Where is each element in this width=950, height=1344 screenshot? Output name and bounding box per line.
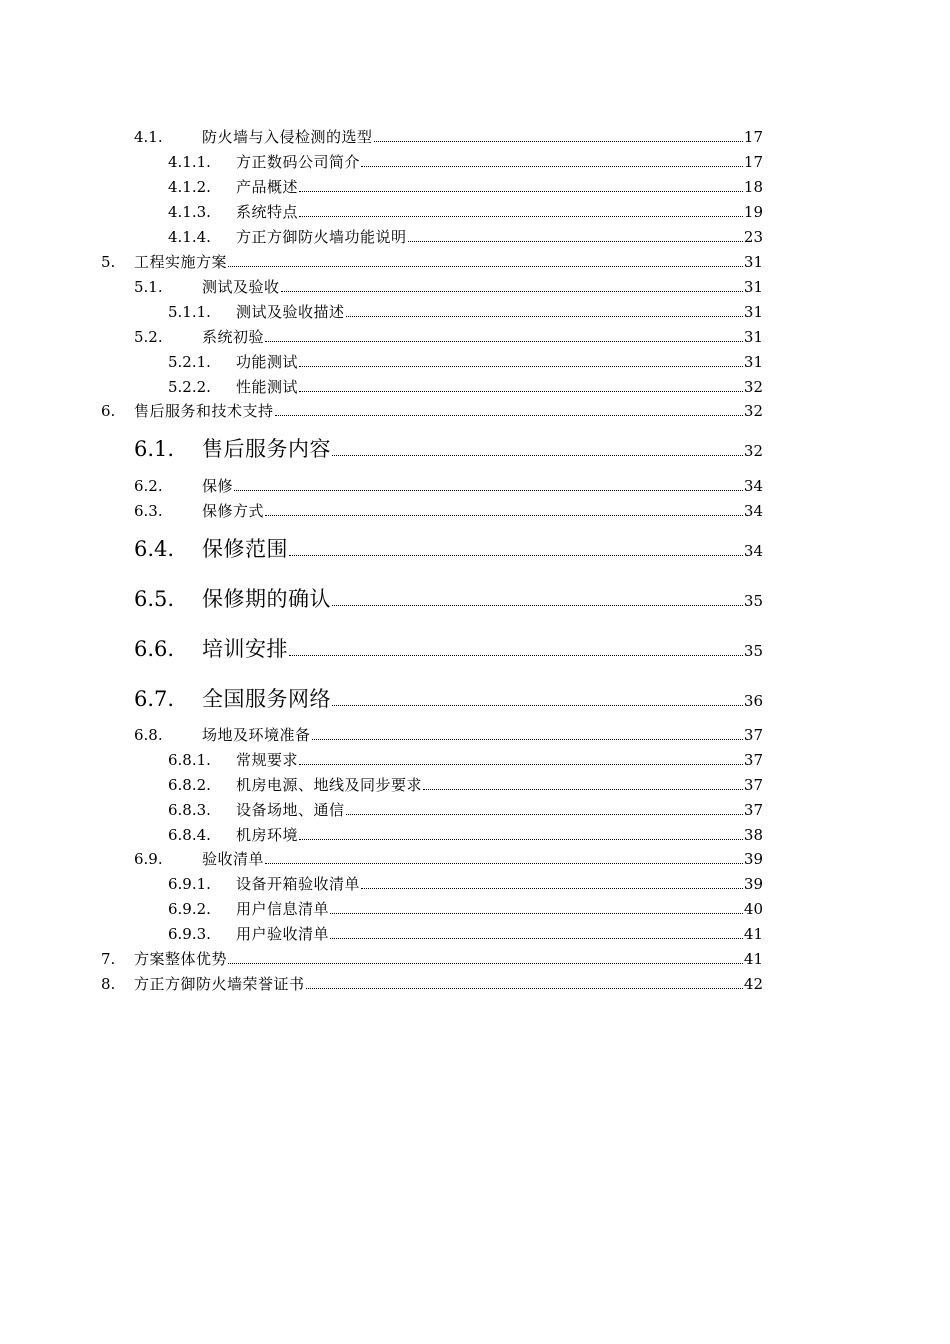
toc-entry-page-number: 34 [743,477,763,495]
toc-entry-title: 全国服务网络 [202,687,331,711]
toc-entry-page-number: 36 [743,692,763,710]
toc-entry-page-number: 31 [743,253,763,271]
toc-entry[interactable] [134,726,763,744]
toc-entry[interactable] [134,278,763,296]
toc-entry-page-number: 37 [743,776,763,794]
toc-entry-page-number: 35 [743,592,763,610]
toc-entry-number: 6.8.1. [168,751,211,769]
toc-entry[interactable] [168,203,763,221]
toc-entry[interactable] [168,153,763,171]
toc-entry-number: 6.9.1. [168,875,211,893]
toc-entry-title: 功能测试 [236,353,299,371]
toc-entry[interactable] [134,536,763,564]
toc-entry-title: 保修范围 [202,537,288,561]
toc-entry-title: 常规要求 [236,751,299,769]
toc-entry-page-number: 38 [743,826,763,844]
dot-leader [346,813,743,815]
toc-entry[interactable] [168,228,763,246]
toc-entry-page-number: 18 [743,178,763,196]
toc-entry-number: 6.9.2. [168,900,211,918]
toc-entry-page-number: 37 [743,801,763,819]
toc-entry-page-number: 31 [743,278,763,296]
toc-entry[interactable] [101,253,763,271]
toc-entry-number: 5.2. [134,328,163,346]
dot-leader [306,987,743,989]
dot-leader [346,315,743,317]
toc-entry-number: 6.4. [134,537,175,561]
toc-entry[interactable] [168,875,763,893]
toc-entry-number: 5. [101,253,116,271]
toc-entry-number: 6. [101,402,116,420]
toc-entry[interactable] [168,925,763,943]
dot-leader [330,912,743,914]
toc-entry-number: 6.3. [134,502,163,520]
toc-entry[interactable] [168,801,763,819]
toc-entry-page-number: 31 [743,328,763,346]
toc-entry-title: 售后服务内容 [202,437,331,461]
toc-entry-number: 4.1.4. [168,228,211,246]
toc-entry-page-number: 32 [743,442,763,460]
toc-entry-page-number: 23 [743,228,763,246]
toc-entry[interactable] [134,502,763,520]
toc-entry-title: 机房电源、地线及同步要求 [236,776,423,794]
toc-entry[interactable] [134,477,763,495]
toc-entry[interactable] [101,950,763,968]
toc-entry-number: 6.9.3. [168,925,211,943]
toc-entry-page-number: 39 [743,875,763,893]
toc-entry-number: 6.8.2. [168,776,211,794]
dot-leader [265,862,743,864]
toc-entry-number: 5.2.2. [168,378,211,396]
toc-entry-page-number: 41 [743,925,763,943]
dot-leader [289,554,743,556]
dot-leader [332,454,743,456]
toc-entry-number: 6.9. [134,850,163,868]
toc-entry[interactable] [134,686,763,714]
toc-entry-number: 5.1. [134,278,163,296]
dot-leader [265,340,743,342]
dot-leader [281,290,743,292]
dot-leader [299,763,743,765]
toc-entry-title: 设备场地、通信 [236,801,345,819]
toc-entry-title: 保修期的确认 [202,587,331,611]
toc-entry-title: 性能测试 [236,378,299,396]
toc-entry[interactable] [134,850,763,868]
toc-entry[interactable] [168,826,763,844]
toc-entry-number: 4.1.2. [168,178,211,196]
toc-entry-page-number: 31 [743,353,763,371]
toc-entry-page-number: 37 [743,751,763,769]
toc-entry-number: 6.8.4. [168,826,211,844]
dot-leader [228,962,743,964]
toc-entry-number: 4.1. [134,128,163,146]
dot-leader [299,365,743,367]
toc-entry[interactable] [101,402,763,420]
dot-leader [275,414,743,416]
toc-entry-title: 设备开箱验收清单 [236,875,361,893]
toc-entry-page-number: 39 [743,850,763,868]
toc-entry-number: 8. [101,975,116,993]
toc-entry-title: 防火墙与入侵检测的选型 [202,128,373,146]
toc-entry-title: 工程实施方案 [134,253,228,271]
toc-entry-title: 售后服务和技术支持 [134,402,274,420]
toc-entry-page-number: 42 [743,975,763,993]
dot-leader [289,654,743,656]
toc-entry[interactable] [134,586,763,614]
toc-entry-title: 用户验收清单 [236,925,330,943]
toc-entry-number: 6.8. [134,726,163,744]
toc-entry-page-number: 19 [743,203,763,221]
toc-entry-number: 5.1.1. [168,303,211,321]
toc-entry-title: 方正方御防火墙功能说明 [236,228,407,246]
toc-entry-title: 测试及验收 [202,278,280,296]
toc-entry-page-number: 32 [743,402,763,420]
toc-entry[interactable] [168,900,763,918]
toc-entry-number: 6.8.3. [168,801,211,819]
toc-entry-title: 方正数码公司简介 [236,153,361,171]
toc-entry[interactable] [168,353,763,371]
toc-entry-title: 机房环境 [236,826,299,844]
toc-entry-number: 4.1.3. [168,203,211,221]
dot-leader [228,265,743,267]
toc-entry-page-number: 35 [743,642,763,660]
dot-leader [299,215,743,217]
dot-leader [423,788,743,790]
toc-entry-title: 系统特点 [236,203,299,221]
toc-entry-number: 6.6. [134,637,175,661]
toc-entry-number: 6.5. [134,587,175,611]
dot-leader [361,887,743,889]
dot-leader [332,604,743,606]
toc-entry-number: 4.1.1. [168,153,211,171]
toc-entry-title: 保修 [202,477,234,495]
toc-entry-number: 5.2.1. [168,353,211,371]
toc-entry-title: 保修方式 [202,502,265,520]
toc-entry[interactable] [134,436,763,464]
toc-entry-title: 方正方御防火墙荣誉证书 [134,975,305,993]
toc-entry-page-number: 34 [743,542,763,560]
toc-entry-number: 6.1. [134,437,175,461]
toc-entry[interactable] [134,328,763,346]
dot-leader [374,140,743,142]
dot-leader [330,937,743,939]
toc-entry-page-number: 41 [743,950,763,968]
dot-leader [332,704,743,706]
toc-entry[interactable] [168,776,763,794]
toc-entry-title: 方案整体优势 [134,950,228,968]
toc-entry-title: 产品概述 [236,178,299,196]
toc-entry-number: 6.7. [134,687,175,711]
toc-entry-page-number: 34 [743,502,763,520]
toc-entry-title: 测试及验收描述 [236,303,345,321]
dot-leader [265,514,743,516]
dot-leader [299,838,743,840]
toc-entry[interactable] [134,128,763,146]
toc-entry[interactable] [134,636,763,664]
toc-entry-page-number: 31 [743,303,763,321]
toc-entry-page-number: 17 [743,153,763,171]
toc-entry-page-number: 40 [743,900,763,918]
toc-entry[interactable] [168,178,763,196]
dot-leader [408,240,743,242]
dot-leader [361,165,743,167]
dot-leader [234,489,743,491]
dot-leader [312,738,743,740]
toc-entry-title: 系统初验 [202,328,265,346]
toc-entry-title: 验收清单 [202,850,265,868]
toc-entry-number: 6.2. [134,477,163,495]
toc-entry-title: 用户信息清单 [236,900,330,918]
toc-entry[interactable] [101,975,763,993]
toc-entry-number: 7. [101,950,116,968]
toc-entry-title: 培训安排 [202,637,288,661]
toc-entry-title: 场地及环境准备 [202,726,311,744]
toc-entry-page-number: 37 [743,726,763,744]
toc-entry[interactable] [168,751,763,769]
toc-entry[interactable] [168,303,763,321]
toc-entry-page-number: 32 [743,378,763,396]
dot-leader [299,190,743,192]
toc-entry-page-number: 17 [743,128,763,146]
dot-leader [299,390,743,392]
toc-entry[interactable] [168,378,763,396]
